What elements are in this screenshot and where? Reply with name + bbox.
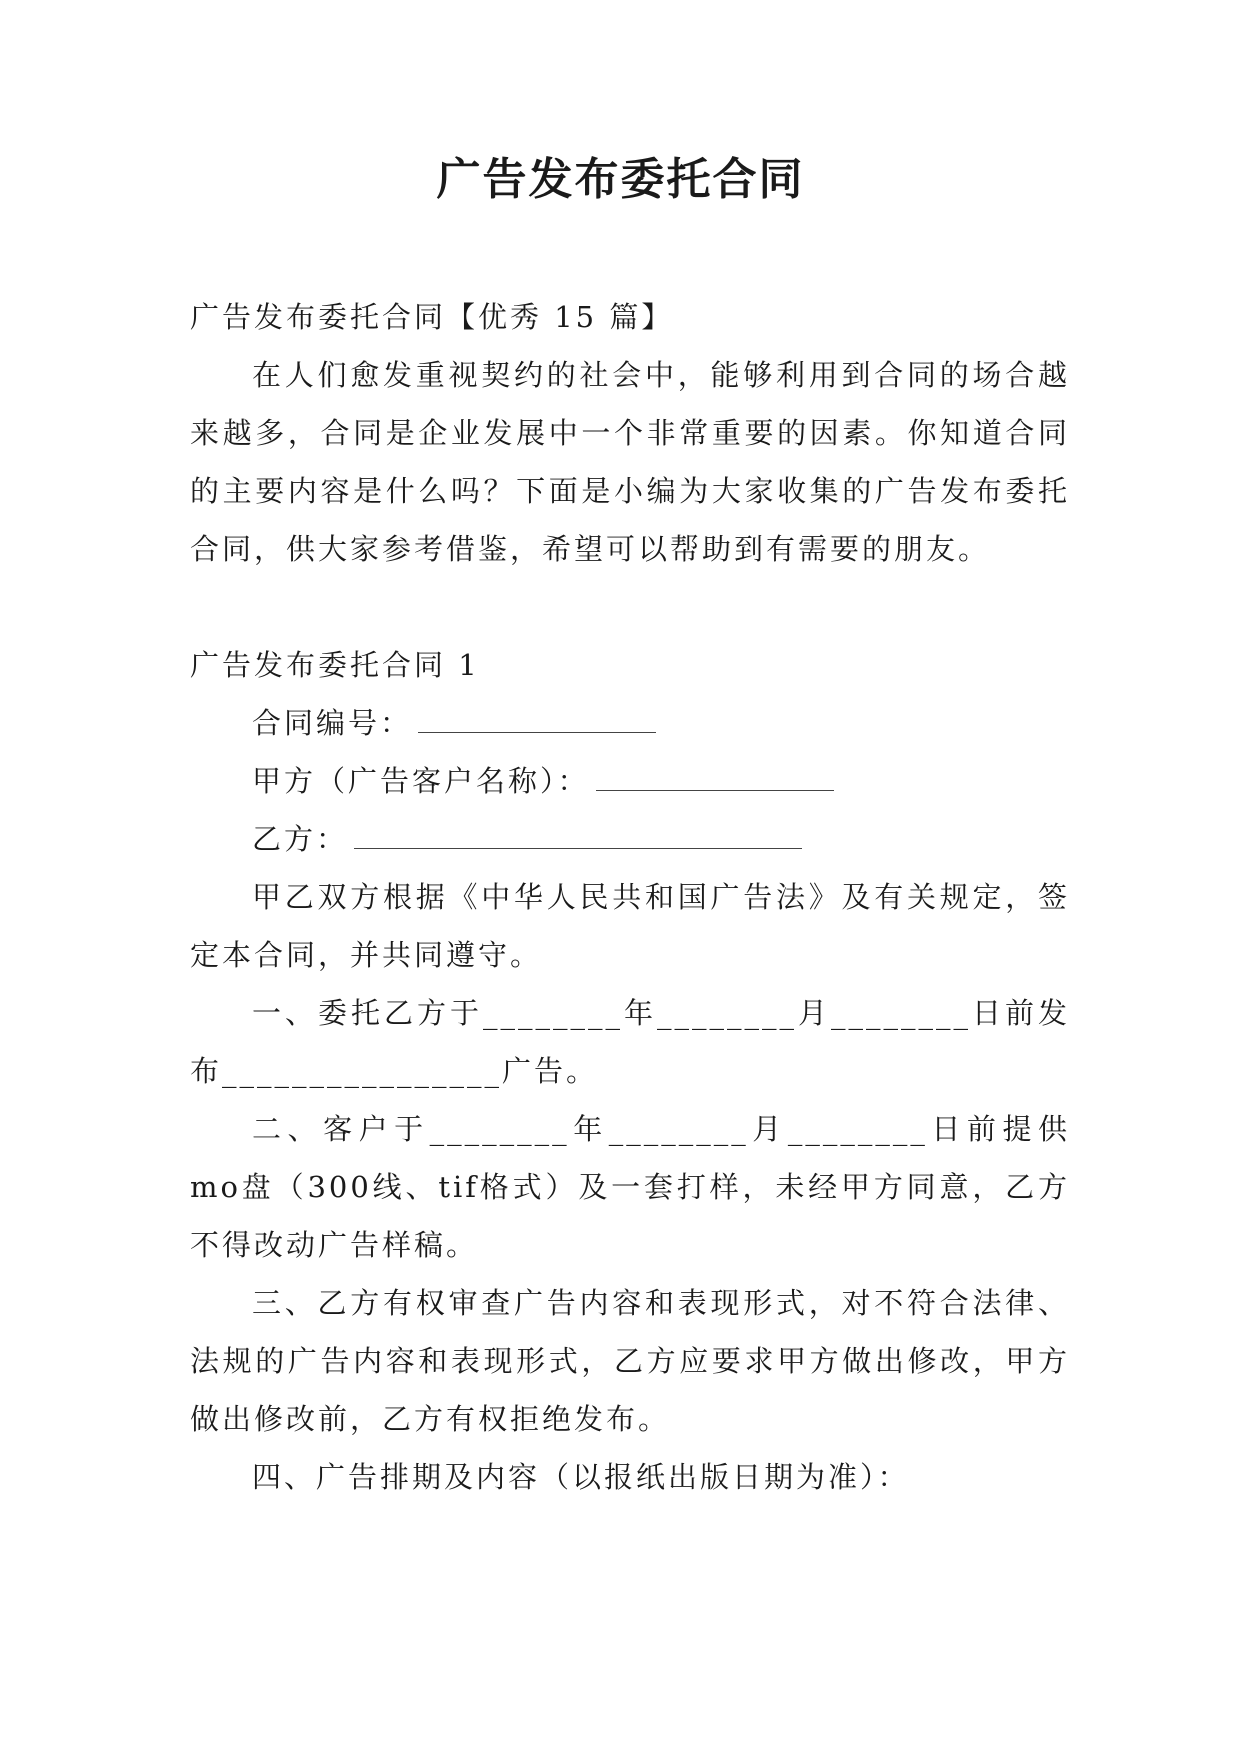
contract-number-field[interactable] (418, 710, 656, 733)
section-heading: 广告发布委托合同 1 (190, 648, 480, 682)
preamble-paragraph: 甲乙双方根据《中华人民共和国广告法》及有关规定，签定本合同，并共同遵守。 (190, 880, 1070, 972)
paragraph-gap (190, 578, 1070, 636)
party-b-label: 乙方： (252, 822, 349, 856)
collection-heading: 广告发布委托合同【优秀 15 篇】 (190, 300, 674, 334)
contract-number-line (190, 694, 1070, 752)
party-a-label: 甲方（广告客户名称）： (252, 764, 590, 798)
page-title: 广告发布委托合同 (436, 154, 805, 205)
party-a-field[interactable] (596, 768, 834, 791)
clause-2: 二、客户于________年________月________日前提供mo盘（300线、tif格式）及一套打样，未经甲方同意，乙方不得改动广告样稿。 (190, 1112, 1070, 1262)
party-b-line (190, 810, 1070, 868)
contract-number-label: 合同编号： (252, 706, 413, 740)
clause-3: 三、乙方有权审查广告内容和表现形式，对不符合法律、法规的广告内容和表现形式，乙方应要求甲方做出修改，甲方做出修改前，乙方有权拒绝发布。 (190, 1286, 1070, 1436)
clause-4: 四、广告排期及内容（以报纸出版日期为准）： (252, 1460, 910, 1494)
clause-1: 一、委托乙方于________年________月________日前发布________________广告。 (190, 996, 1070, 1088)
party-b-field[interactable] (354, 826, 802, 849)
party-a-line (190, 752, 1070, 810)
intro-paragraph: 在人们愈发重视契约的社会中，能够利用到合同的场合越来越多，合同是企业发展中一个非常重要的因素。你知道合同的主要内容是什么吗？下面是小编为大家收集的广告发布委托合同，供大家参考借鉴，希望可以帮助到有需要的朋友。 (190, 358, 1070, 566)
document-body (190, 288, 1070, 1506)
